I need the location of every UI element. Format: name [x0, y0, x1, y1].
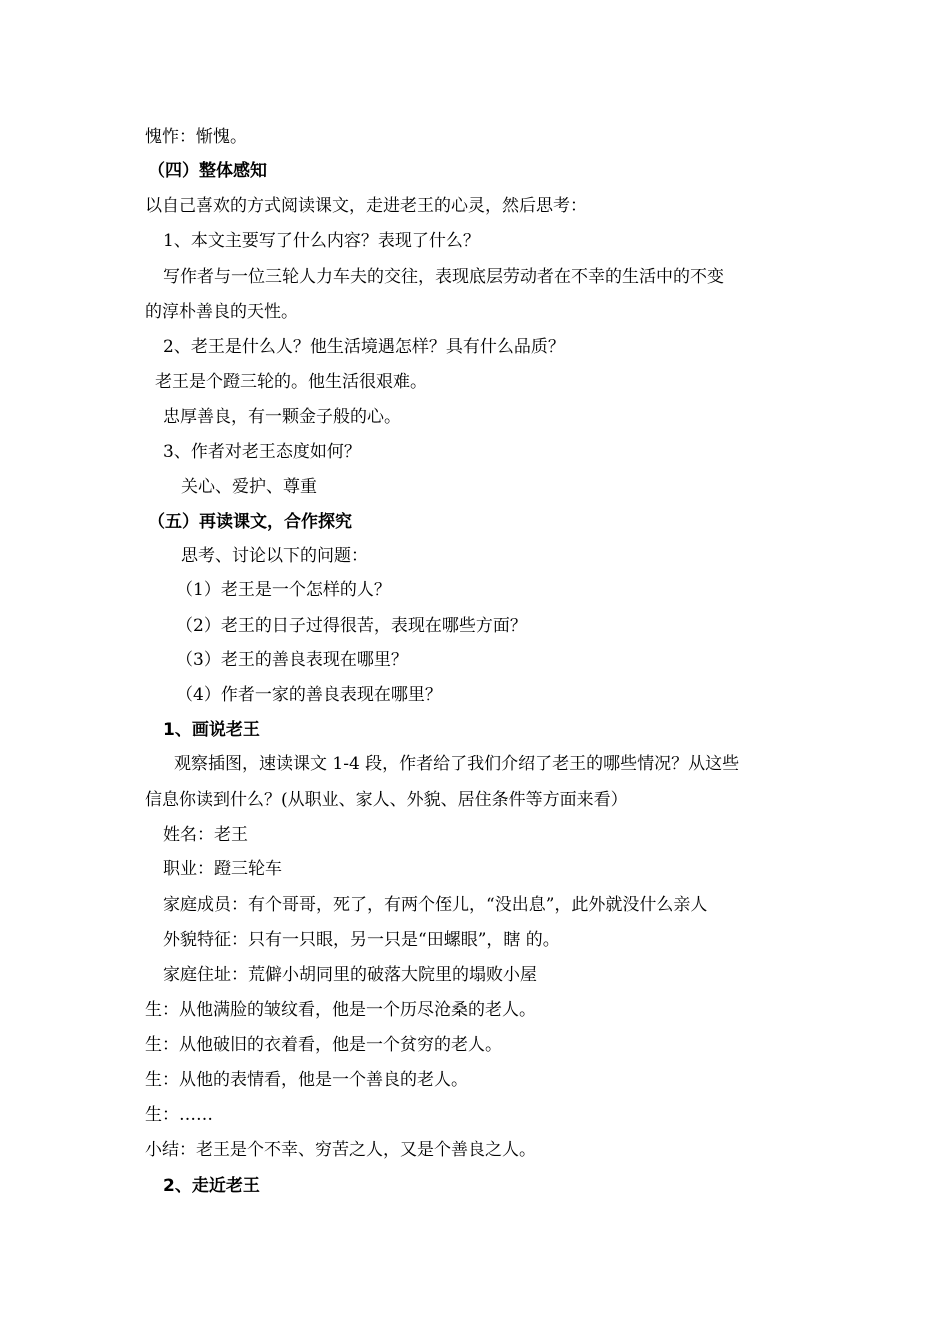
subheading-1: 1、画说老王 — [163, 720, 260, 740]
text-line-kuizuo: 愧怍：惭愧。 — [145, 127, 247, 147]
observe-line-2: 信息你读到什么？(从职业、家人、外貌、居住条件等方面来看） — [145, 790, 628, 810]
discussion-intro: 思考、讨论以下的问题： — [181, 546, 368, 566]
answer-1-line-2: 的淳朴善良的天性。 — [145, 302, 298, 322]
discussion-item-1: （1）老王是一个怎样的人？ — [176, 580, 391, 600]
student-answer-4: 生：…… — [145, 1105, 213, 1125]
question-3: 3、作者对老王态度如何？ — [163, 442, 361, 462]
answer-2-line-1: 老王是个蹬三轮的。他生活很艰难。 — [155, 372, 427, 392]
section-heading-overall: （四）整体感知 — [148, 161, 267, 181]
discussion-item-2: （2）老王的日子过得很苦，表现在哪些方面？ — [176, 616, 527, 636]
answer-3: 关心、爱护、尊重 — [181, 477, 317, 497]
info-address: 家庭住址：荒僻小胡同里的破落大院里的塌败小屋 — [163, 965, 537, 985]
observe-line-1: 观察插图，速读课文 1-4 段，作者给了我们介绍了老王的哪些情况？从这些 — [174, 754, 740, 774]
answer-1-line-1: 写作者与一位三轮人力车夫的交往，表现底层劳动者在不幸的生活中的不变 — [163, 267, 724, 287]
info-occupation: 职业：蹬三轮车 — [163, 859, 282, 879]
info-name: 姓名：老王 — [163, 825, 248, 845]
student-answer-1: 生：从他满脸的皱纹看，他是一个历尽沧桑的老人。 — [145, 1000, 536, 1020]
text-line-instruction: 以自己喜欢的方式阅读课文，走进老王的心灵，然后思考： — [145, 196, 587, 216]
question-1: 1、本文主要写了什么内容？表现了什么？ — [163, 231, 480, 251]
answer-2-line-2: 忠厚善良，有一颗金子般的心。 — [163, 407, 401, 427]
discussion-item-3: （3）老王的善良表现在哪里？ — [176, 650, 408, 670]
info-family: 家庭成员：有个哥哥，死了，有两个侄儿，“没出息”，此外就没什么亲人 — [163, 895, 708, 915]
section-heading-reread: （五）再读课文，合作探究 — [148, 512, 352, 532]
student-answer-2: 生：从他破旧的衣着看，他是一个贫穷的老人。 — [145, 1035, 502, 1055]
info-appearance: 外貌特征：只有一只眼，另一只是“田螺眼”，瞎 的。 — [163, 930, 560, 950]
subheading-2: 2、走近老王 — [163, 1176, 260, 1196]
question-2: 2、老王是什么人？他生活境遇怎样？具有什么品质？ — [163, 337, 565, 357]
discussion-item-4: （4）作者一家的善良表现在哪里？ — [176, 685, 442, 705]
summary: 小结：老王是个不幸、穷苦之人，又是个善良之人。 — [145, 1140, 536, 1160]
student-answer-3: 生：从他的表情看，他是一个善良的老人。 — [145, 1070, 468, 1090]
